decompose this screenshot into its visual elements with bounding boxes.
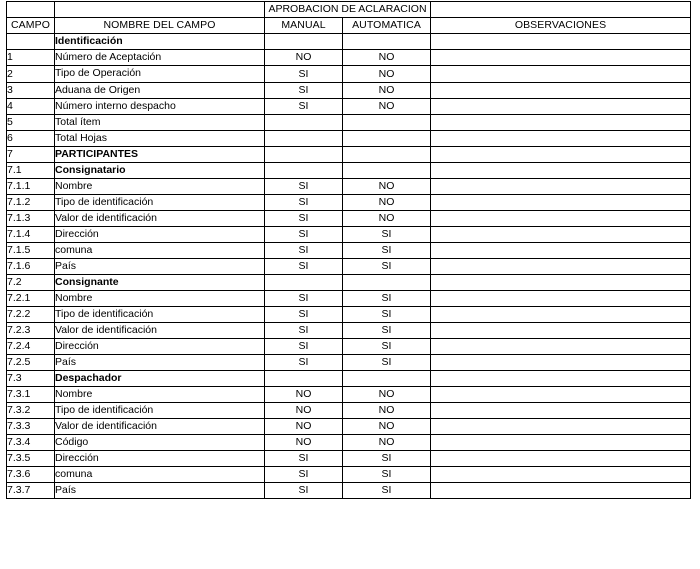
group-header-blank-nombre bbox=[55, 2, 265, 18]
table-row bbox=[7, 195, 691, 211]
cell-automatica: NO bbox=[343, 211, 431, 227]
field-approval-table bbox=[6, 1, 691, 499]
cell-nombre-del-campo: Dirección bbox=[55, 451, 265, 467]
cell-manual: NO bbox=[265, 403, 343, 419]
cell-nombre-del-campo: Valor de identificación bbox=[55, 323, 265, 339]
cell-automatica bbox=[343, 115, 431, 131]
table-row bbox=[7, 435, 691, 451]
cell-campo: 7.3.4 bbox=[7, 435, 55, 451]
cell-automatica: NO bbox=[343, 99, 431, 115]
cell-nombre-del-campo: Nombre bbox=[55, 179, 265, 195]
cell-automatica: SI bbox=[343, 467, 431, 483]
cell-manual: NO bbox=[265, 435, 343, 451]
cell-nombre-del-campo: Tipo de identificación bbox=[55, 403, 265, 419]
cell-observaciones bbox=[431, 66, 691, 83]
cell-manual bbox=[265, 34, 343, 50]
cell-automatica: NO bbox=[343, 419, 431, 435]
cell-manual: SI bbox=[265, 291, 343, 307]
cell-observaciones bbox=[431, 483, 691, 499]
cell-observaciones bbox=[431, 115, 691, 131]
cell-nombre-del-campo: Tipo de identificación bbox=[55, 195, 265, 211]
cell-nombre-del-campo: Consignatario bbox=[55, 163, 265, 179]
cell-manual bbox=[265, 163, 343, 179]
group-header-blank-campo bbox=[7, 2, 55, 18]
cell-campo bbox=[7, 34, 55, 50]
cell-campo: 6 bbox=[7, 131, 55, 147]
cell-nombre-del-campo: Total ítem bbox=[55, 115, 265, 131]
cell-nombre-del-campo: País bbox=[55, 483, 265, 499]
cell-automatica: SI bbox=[343, 451, 431, 467]
cell-campo: 5 bbox=[7, 115, 55, 131]
cell-manual bbox=[265, 275, 343, 291]
cell-manual: SI bbox=[265, 259, 343, 275]
table-row bbox=[7, 467, 691, 483]
cell-nombre-del-campo: Dirección bbox=[55, 339, 265, 355]
table-body bbox=[7, 34, 691, 499]
cell-automatica: NO bbox=[343, 435, 431, 451]
cell-automatica: SI bbox=[343, 307, 431, 323]
group-header-aprobacion: APROBACION DE ACLARACION bbox=[265, 2, 431, 18]
cell-manual: NO bbox=[265, 50, 343, 66]
cell-campo: 7.1.6 bbox=[7, 259, 55, 275]
cell-automatica: NO bbox=[343, 66, 431, 83]
cell-nombre-del-campo: País bbox=[55, 355, 265, 371]
table-row bbox=[7, 387, 691, 403]
cell-observaciones bbox=[431, 403, 691, 419]
cell-manual: NO bbox=[265, 419, 343, 435]
cell-automatica bbox=[343, 34, 431, 50]
table-row bbox=[7, 211, 691, 227]
cell-campo: 3 bbox=[7, 83, 55, 99]
cell-automatica bbox=[343, 371, 431, 387]
cell-nombre-del-campo: Tipo de identificación bbox=[55, 307, 265, 323]
cell-nombre-del-campo: País bbox=[55, 259, 265, 275]
cell-automatica: NO bbox=[343, 83, 431, 99]
cell-nombre-del-campo: Nombre bbox=[55, 387, 265, 403]
cell-nombre-del-campo: Nombre bbox=[55, 291, 265, 307]
cell-observaciones bbox=[431, 371, 691, 387]
column-header-observaciones: OBSERVACIONES bbox=[431, 18, 691, 34]
cell-automatica: NO bbox=[343, 50, 431, 66]
cell-manual bbox=[265, 115, 343, 131]
cell-manual bbox=[265, 147, 343, 163]
cell-nombre-del-campo: Valor de identificación bbox=[55, 419, 265, 435]
cell-nombre-del-campo: PARTICIPANTES bbox=[55, 147, 265, 163]
cell-observaciones bbox=[431, 131, 691, 147]
cell-observaciones bbox=[431, 34, 691, 50]
cell-automatica bbox=[343, 275, 431, 291]
table-row bbox=[7, 339, 691, 355]
cell-nombre-del-campo: Identificación bbox=[55, 34, 265, 50]
cell-nombre-del-campo: Dirección bbox=[55, 227, 265, 243]
cell-nombre-del-campo: Valor de identificación bbox=[55, 211, 265, 227]
cell-automatica: SI bbox=[343, 483, 431, 499]
cell-observaciones bbox=[431, 179, 691, 195]
cell-manual bbox=[265, 371, 343, 387]
cell-campo: 7.1.3 bbox=[7, 211, 55, 227]
cell-manual: SI bbox=[265, 467, 343, 483]
cell-campo: 7.2.4 bbox=[7, 339, 55, 355]
table-row bbox=[7, 355, 691, 371]
cell-nombre-del-campo: Código bbox=[55, 435, 265, 451]
cell-manual: SI bbox=[265, 99, 343, 115]
cell-manual: SI bbox=[265, 227, 343, 243]
cell-manual: SI bbox=[265, 243, 343, 259]
cell-nombre-del-campo: comuna bbox=[55, 243, 265, 259]
cell-automatica: SI bbox=[343, 339, 431, 355]
cell-observaciones bbox=[431, 211, 691, 227]
cell-campo: 7.3.7 bbox=[7, 483, 55, 499]
cell-observaciones bbox=[431, 243, 691, 259]
cell-automatica: SI bbox=[343, 323, 431, 339]
cell-observaciones bbox=[431, 451, 691, 467]
table-row bbox=[7, 451, 691, 467]
cell-observaciones bbox=[431, 435, 691, 451]
column-header-manual: MANUAL bbox=[265, 18, 343, 34]
cell-campo: 1 bbox=[7, 50, 55, 66]
table-row bbox=[7, 179, 691, 195]
table-row bbox=[7, 34, 691, 50]
cell-automatica: SI bbox=[343, 355, 431, 371]
cell-campo: 7.2.3 bbox=[7, 323, 55, 339]
cell-manual: SI bbox=[265, 66, 343, 83]
cell-campo: 7.1.5 bbox=[7, 243, 55, 259]
table-row bbox=[7, 50, 691, 66]
cell-observaciones bbox=[431, 307, 691, 323]
cell-campo: 7.3.3 bbox=[7, 419, 55, 435]
cell-automatica: SI bbox=[343, 227, 431, 243]
cell-observaciones bbox=[431, 467, 691, 483]
cell-manual: NO bbox=[265, 387, 343, 403]
table-row bbox=[7, 371, 691, 387]
cell-automatica: NO bbox=[343, 195, 431, 211]
cell-observaciones bbox=[431, 323, 691, 339]
table-row bbox=[7, 307, 691, 323]
cell-observaciones bbox=[431, 419, 691, 435]
cell-observaciones bbox=[431, 99, 691, 115]
cell-campo: 7.3.6 bbox=[7, 467, 55, 483]
table-row bbox=[7, 291, 691, 307]
cell-observaciones bbox=[431, 163, 691, 179]
table-row bbox=[7, 147, 691, 163]
cell-observaciones bbox=[431, 195, 691, 211]
cell-manual: SI bbox=[265, 355, 343, 371]
column-header-nombre: NOMBRE DEL CAMPO bbox=[55, 18, 265, 34]
cell-observaciones bbox=[431, 355, 691, 371]
table-row bbox=[7, 163, 691, 179]
cell-campo: 7.2 bbox=[7, 275, 55, 291]
cell-manual: SI bbox=[265, 339, 343, 355]
table-row bbox=[7, 66, 691, 83]
cell-manual: SI bbox=[265, 195, 343, 211]
cell-campo: 7.2.1 bbox=[7, 291, 55, 307]
cell-automatica: SI bbox=[343, 291, 431, 307]
table-row bbox=[7, 99, 691, 115]
cell-manual: SI bbox=[265, 179, 343, 195]
cell-campo: 2 bbox=[7, 66, 55, 83]
table-row bbox=[7, 275, 691, 291]
cell-observaciones bbox=[431, 147, 691, 163]
cell-nombre-del-campo: Total Hojas bbox=[55, 131, 265, 147]
cell-observaciones bbox=[431, 339, 691, 355]
table-row bbox=[7, 83, 691, 99]
cell-campo: 4 bbox=[7, 99, 55, 115]
table-group-header-row bbox=[7, 2, 691, 18]
cell-automatica bbox=[343, 163, 431, 179]
cell-campo: 7.1 bbox=[7, 163, 55, 179]
table-row bbox=[7, 115, 691, 131]
cell-observaciones bbox=[431, 387, 691, 403]
cell-campo: 7.3.5 bbox=[7, 451, 55, 467]
cell-manual: SI bbox=[265, 211, 343, 227]
cell-campo: 7.1.2 bbox=[7, 195, 55, 211]
cell-campo: 7.3.2 bbox=[7, 403, 55, 419]
cell-observaciones bbox=[431, 275, 691, 291]
cell-campo: 7.2.5 bbox=[7, 355, 55, 371]
cell-automatica: NO bbox=[343, 387, 431, 403]
cell-automatica: NO bbox=[343, 179, 431, 195]
table-row bbox=[7, 419, 691, 435]
cell-manual: SI bbox=[265, 83, 343, 99]
column-header-campo: CAMPO bbox=[7, 18, 55, 34]
table-row bbox=[7, 131, 691, 147]
cell-campo: 7.1.4 bbox=[7, 227, 55, 243]
cell-automatica bbox=[343, 147, 431, 163]
cell-campo: 7 bbox=[7, 147, 55, 163]
table-row bbox=[7, 323, 691, 339]
cell-nombre-del-campo: Número de Aceptación bbox=[55, 50, 265, 66]
table-row bbox=[7, 483, 691, 499]
cell-manual: SI bbox=[265, 451, 343, 467]
cell-automatica: SI bbox=[343, 243, 431, 259]
cell-automatica: SI bbox=[343, 259, 431, 275]
cell-automatica bbox=[343, 131, 431, 147]
cell-campo: 7.2.2 bbox=[7, 307, 55, 323]
cell-campo: 7.3.1 bbox=[7, 387, 55, 403]
cell-manual: SI bbox=[265, 323, 343, 339]
cell-nombre-del-campo: Consignante bbox=[55, 275, 265, 291]
cell-manual: SI bbox=[265, 307, 343, 323]
cell-nombre-del-campo: Despachador bbox=[55, 371, 265, 387]
cell-campo: 7.1.1 bbox=[7, 179, 55, 195]
cell-manual bbox=[265, 131, 343, 147]
cell-nombre-del-campo: comuna bbox=[55, 467, 265, 483]
cell-nombre-del-campo: Tipo de Operación bbox=[55, 66, 265, 83]
cell-observaciones bbox=[431, 259, 691, 275]
document-page bbox=[0, 1, 700, 569]
table-row bbox=[7, 243, 691, 259]
table-row bbox=[7, 259, 691, 275]
cell-nombre-del-campo: Aduana de Origen bbox=[55, 83, 265, 99]
table-header-row bbox=[7, 18, 691, 34]
table-row bbox=[7, 227, 691, 243]
cell-campo: 7.3 bbox=[7, 371, 55, 387]
cell-nombre-del-campo: Número interno despacho bbox=[55, 99, 265, 115]
cell-manual: SI bbox=[265, 483, 343, 499]
cell-observaciones bbox=[431, 291, 691, 307]
cell-observaciones bbox=[431, 83, 691, 99]
column-header-automatica: AUTOMATICA bbox=[343, 18, 431, 34]
cell-observaciones bbox=[431, 50, 691, 66]
cell-automatica: NO bbox=[343, 403, 431, 419]
cell-observaciones bbox=[431, 227, 691, 243]
group-header-blank-obs bbox=[431, 2, 691, 18]
table-row bbox=[7, 403, 691, 419]
